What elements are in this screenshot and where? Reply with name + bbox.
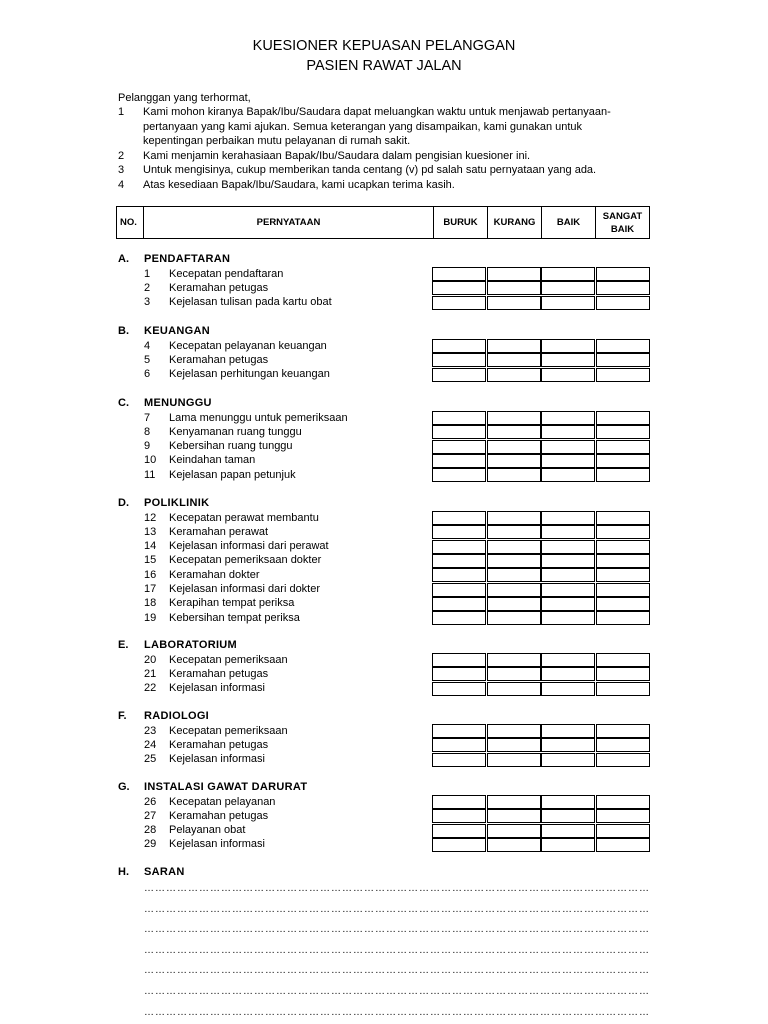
- title-line-2: PASIEN RAWAT JALAN: [306, 58, 462, 74]
- rating-baik-cell[interactable]: [541, 540, 595, 554]
- item-number: 17: [144, 583, 157, 595]
- item-number: 18: [144, 597, 157, 610]
- rating-buruk-cell[interactable]: [432, 554, 486, 568]
- saran-line[interactable]: …………………………………………………………………………………………………………………………: [144, 883, 650, 894]
- rating-kurang-cell[interactable]: [487, 738, 541, 752]
- rating-baik-cell[interactable]: [541, 611, 595, 625]
- item-number: 22: [144, 682, 157, 695]
- rating-kurang-cell[interactable]: [487, 468, 541, 482]
- rating-buruk-cell[interactable]: [432, 267, 486, 281]
- rating-sangat-baik-cell[interactable]: [596, 583, 650, 597]
- rating-sangat-baik-cell[interactable]: [596, 525, 650, 539]
- rating-buruk-cell[interactable]: [432, 824, 486, 838]
- rating-kurang-cell[interactable]: [487, 554, 541, 568]
- rating-baik-cell[interactable]: [541, 468, 595, 482]
- rating-kurang-cell[interactable]: [487, 511, 541, 525]
- rating-kurang-cell[interactable]: [487, 440, 541, 454]
- rating-kurang-cell[interactable]: [487, 824, 541, 838]
- rating-buruk-cell[interactable]: [432, 611, 486, 625]
- item-statement: Kecepatan pemeriksaan: [169, 653, 288, 666]
- intro-point-number: 1: [118, 106, 125, 118]
- item-number: 3: [144, 296, 151, 309]
- rating-sangat-baik-cell[interactable]: [596, 611, 650, 625]
- rating-sangat-baik-cell[interactable]: [596, 411, 650, 425]
- item-number: 11: [144, 468, 156, 481]
- section-letter: F.: [118, 710, 127, 722]
- rating-baik-cell[interactable]: [541, 454, 595, 468]
- rating-baik-cell[interactable]: [541, 368, 595, 382]
- rating-buruk-cell[interactable]: [432, 468, 486, 482]
- rating-sangat-baik-cell[interactable]: [596, 753, 650, 767]
- saran-line[interactable]: …………………………………………………………………………………………………………………………: [144, 903, 650, 915]
- rating-buruk-cell[interactable]: [432, 281, 486, 295]
- header-buruk: BURUK: [433, 207, 487, 238]
- rating-baik-cell[interactable]: [541, 583, 595, 597]
- rating-buruk-cell[interactable]: [432, 753, 486, 767]
- item-number: 16: [144, 568, 157, 581]
- rating-kurang-cell[interactable]: [487, 753, 541, 767]
- header-no: NO.: [120, 217, 137, 228]
- item-number: 21: [144, 667, 157, 680]
- rating-kurang-cell[interactable]: [487, 425, 541, 439]
- rating-sangat-baik-cell[interactable]: [596, 440, 650, 454]
- saran-line[interactable]: …………………………………………………………………………………………………………………………: [144, 1006, 650, 1018]
- item-statement: Kecepatan pelayanan keuangan: [169, 339, 327, 352]
- intro-point-line: pertanyaan yang kami ajukan. Semua keterangan yang disampaikan, kami gunakan untuk: [143, 120, 583, 133]
- item-statement: Kerapihan tempat periksa: [169, 597, 295, 610]
- section-letter: B.: [118, 325, 129, 337]
- section-title: MENUNGGU: [144, 397, 212, 409]
- rating-baik-cell[interactable]: [541, 353, 595, 367]
- rating-baik-cell[interactable]: [541, 724, 595, 738]
- section-title: RADIOLOGI: [144, 710, 210, 722]
- item-statement: Lama menunggu untuk pemeriksaan: [169, 411, 348, 424]
- item-statement: Kejelasan perhitungan keuangan: [169, 368, 330, 381]
- rating-sangat-baik-cell[interactable]: [596, 353, 650, 367]
- rating-buruk-cell[interactable]: [432, 568, 486, 582]
- rating-buruk-cell[interactable]: [432, 583, 486, 597]
- rating-buruk-cell[interactable]: [432, 682, 486, 696]
- rating-buruk-cell[interactable]: [432, 440, 486, 454]
- item-statement: Keramahan perawat: [169, 525, 269, 538]
- rating-kurang-cell[interactable]: [487, 597, 541, 611]
- rating-kurang-cell[interactable]: [487, 525, 541, 539]
- item-statement: Kejelasan informasi: [169, 753, 265, 766]
- intro-point-line: Untuk mengisinya, cukup memberikan tanda centang (v) pd salah satu pernyataan yang ada.: [143, 164, 597, 176]
- rating-sangat-baik-cell[interactable]: [596, 682, 650, 696]
- section-letter: C.: [118, 397, 129, 409]
- rating-kurang-cell[interactable]: [487, 281, 541, 295]
- rating-buruk-cell[interactable]: [432, 425, 486, 439]
- rating-kurang-cell[interactable]: [487, 296, 541, 310]
- rating-sangat-baik-cell[interactable]: [596, 795, 650, 809]
- rating-baik-cell[interactable]: [541, 525, 595, 539]
- rating-sangat-baik-cell[interactable]: [596, 425, 650, 439]
- header-statement: PERNYATAAN: [143, 207, 433, 238]
- rating-sangat-baik-cell[interactable]: [596, 738, 650, 752]
- saran-line[interactable]: …………………………………………………………………………………………………………………………: [144, 965, 650, 977]
- item-statement: Keindahan taman: [169, 454, 256, 467]
- section-title: LABORATORIUM: [144, 639, 238, 651]
- item-statement: Keramahan petugas: [169, 738, 269, 751]
- rating-kurang-cell[interactable]: [487, 368, 541, 382]
- item-number: 2: [144, 281, 151, 294]
- saran-line[interactable]: …………………………………………………………………………………………………………………………: [144, 986, 650, 997]
- rating-baik-cell[interactable]: [541, 281, 595, 295]
- rating-baik-cell[interactable]: [541, 824, 595, 838]
- rating-buruk-cell[interactable]: [432, 597, 486, 611]
- rating-sangat-baik-cell[interactable]: [596, 368, 650, 382]
- section-title: SARAN: [144, 866, 185, 878]
- rating-sangat-baik-cell[interactable]: [596, 653, 650, 667]
- rating-buruk-cell[interactable]: [432, 368, 486, 382]
- item-statement: Kebersihan tempat periksa: [169, 611, 300, 624]
- rating-buruk-cell[interactable]: [432, 296, 486, 310]
- item-number: 12: [144, 511, 157, 524]
- rating-baik-cell[interactable]: [541, 425, 595, 439]
- rating-buruk-cell[interactable]: [432, 525, 486, 539]
- rating-kurang-cell[interactable]: [487, 653, 541, 667]
- rating-sangat-baik-cell[interactable]: [596, 597, 650, 611]
- section-title: INSTALASI GAWAT DARURAT: [144, 781, 308, 793]
- rating-kurang-cell[interactable]: [487, 611, 541, 625]
- item-statement: Kebersihan ruang tunggu: [169, 440, 293, 453]
- intro-point-line: Atas kesediaan Bapak/Ibu/Saudara, kami ucapkan terima kasih.: [143, 178, 455, 191]
- rating-buruk-cell[interactable]: [432, 738, 486, 752]
- item-statement: Keramahan petugas: [169, 667, 269, 680]
- intro-point-number: 4: [118, 178, 125, 191]
- rating-buruk-cell[interactable]: [432, 411, 486, 425]
- rating-kurang-cell[interactable]: [487, 568, 541, 582]
- item-number: 19: [144, 611, 157, 624]
- rating-sangat-baik-cell[interactable]: [596, 568, 650, 582]
- greeting: Pelanggan yang terhormat,: [118, 92, 251, 104]
- intro-point-number: 2: [118, 149, 125, 162]
- rating-sangat-baik-cell[interactable]: [596, 667, 650, 681]
- section-title: POLIKLINIK: [144, 497, 210, 509]
- item-statement: Kejelasan informasi: [169, 838, 265, 851]
- rating-kurang-cell[interactable]: [487, 809, 541, 823]
- header-baik: BAIK: [541, 207, 595, 238]
- item-number: 25: [144, 753, 157, 766]
- rating-kurang-cell[interactable]: [487, 454, 541, 468]
- rating-baik-cell[interactable]: [541, 738, 595, 752]
- rating-sangat-baik-cell[interactable]: [596, 824, 650, 838]
- rating-baik-cell[interactable]: [541, 554, 595, 568]
- item-number: 6: [144, 368, 151, 381]
- item-number: 5: [144, 353, 151, 366]
- rating-baik-cell[interactable]: [541, 653, 595, 667]
- item-number: 26: [144, 795, 157, 808]
- item-statement: Keramahan petugas: [169, 809, 269, 822]
- header-sangat-baik: [595, 207, 649, 238]
- rating-kurang-cell[interactable]: [487, 795, 541, 809]
- section-letter: H.: [118, 866, 129, 878]
- item-number: 9: [144, 440, 151, 453]
- rating-baik-cell[interactable]: [541, 568, 595, 582]
- rating-sangat-baik-cell[interactable]: [596, 554, 650, 568]
- rating-kurang-cell[interactable]: [487, 339, 541, 353]
- item-number: 15: [144, 554, 157, 567]
- item-number: 20: [144, 653, 157, 666]
- rating-sangat-baik-cell[interactable]: [596, 838, 650, 852]
- item-statement: Pelayanan obat: [169, 824, 246, 837]
- header-sangat: SANGAT: [602, 210, 643, 222]
- rating-buruk-cell[interactable]: [432, 795, 486, 809]
- item-number: 10: [144, 454, 157, 467]
- item-statement: Keramahan petugas: [169, 281, 269, 294]
- rating-buruk-cell[interactable]: [432, 339, 486, 353]
- rating-kurang-cell[interactable]: [487, 682, 541, 696]
- item-statement: Kecepatan pelayanan: [169, 795, 276, 808]
- rating-kurang-cell[interactable]: [487, 838, 541, 852]
- item-statement: Kecepatan pemeriksaan: [169, 724, 288, 737]
- item-statement: Kecepatan pendaftaran: [169, 267, 284, 280]
- rating-buruk-cell[interactable]: [432, 838, 486, 852]
- rating-baik-cell[interactable]: [541, 682, 595, 696]
- title-line-1: KUESIONER KEPUASAN PELANGGAN: [252, 38, 516, 54]
- item-statement: Keramahan dokter: [169, 568, 260, 581]
- rating-kurang-cell[interactable]: [487, 411, 541, 425]
- rating-baik-cell[interactable]: [541, 267, 595, 281]
- item-statement: Kejelasan papan petunjuk: [169, 468, 296, 481]
- rating-baik-cell[interactable]: [541, 511, 595, 525]
- intro-point-number: 3: [118, 164, 125, 176]
- rating-baik-cell[interactable]: [541, 809, 595, 823]
- section-letter: E.: [118, 639, 129, 651]
- item-number: 29: [144, 838, 157, 851]
- rating-sangat-baik-cell[interactable]: [596, 454, 650, 468]
- rating-buruk-cell[interactable]: [432, 724, 486, 738]
- rating-sangat-baik-cell[interactable]: [596, 511, 650, 525]
- rating-sangat-baik-cell[interactable]: [596, 809, 650, 823]
- item-statement: Kenyamanan ruang tunggu: [169, 425, 302, 438]
- rating-sangat-baik-cell[interactable]: [596, 468, 650, 482]
- item-number: 1: [144, 267, 151, 280]
- rating-kurang-cell[interactable]: [487, 540, 541, 554]
- rating-baik-cell[interactable]: [541, 795, 595, 809]
- rating-buruk-cell[interactable]: [432, 540, 486, 554]
- rating-baik-cell[interactable]: [541, 296, 595, 310]
- rating-sangat-baik-cell[interactable]: [596, 540, 650, 554]
- item-statement: Keramahan petugas: [169, 353, 269, 366]
- table-header: [116, 206, 650, 239]
- section-letter: D.: [118, 497, 129, 509]
- rating-buruk-cell[interactable]: [432, 667, 486, 681]
- section-title: KEUANGAN: [144, 325, 210, 337]
- rating-baik-cell[interactable]: [541, 838, 595, 852]
- saran-line[interactable]: …………………………………………………………………………………………………………………………: [144, 944, 650, 956]
- rating-buruk-cell[interactable]: [432, 454, 486, 468]
- saran-line[interactable]: …………………………………………………………………………………………………………………………: [144, 924, 650, 936]
- rating-buruk-cell[interactable]: [432, 653, 486, 667]
- intro-point-line: kepentingan perbaikan mutu pelayanan di rumah sakit.: [143, 135, 411, 147]
- header-baik-2: BAIK: [610, 223, 635, 235]
- rating-buruk-cell[interactable]: [432, 353, 486, 367]
- rating-baik-cell[interactable]: [541, 597, 595, 611]
- rating-buruk-cell[interactable]: [432, 809, 486, 823]
- item-number: 27: [144, 809, 157, 822]
- rating-sangat-baik-cell[interactable]: [596, 339, 650, 353]
- rating-sangat-baik-cell[interactable]: [596, 281, 650, 295]
- item-statement: Kecepatan pemeriksaan dokter: [169, 554, 322, 567]
- rating-baik-cell[interactable]: [541, 411, 595, 425]
- section-letter: G.: [118, 781, 130, 793]
- rating-kurang-cell[interactable]: [487, 583, 541, 597]
- rating-baik-cell[interactable]: [541, 339, 595, 353]
- item-statement: Kejelasan informasi dari dokter: [169, 583, 321, 595]
- item-statement: Kejelasan informasi: [169, 682, 265, 695]
- item-statement: Kejelasan tulisan pada kartu obat: [169, 296, 332, 309]
- intro-point-line: Kami mohon kiranya Bapak/Ibu/Saudara dapat meluangkan waktu untuk menjawab pertanyaan-: [143, 106, 611, 118]
- rating-sangat-baik-cell[interactable]: [596, 267, 650, 281]
- rating-kurang-cell[interactable]: [487, 667, 541, 681]
- rating-sangat-baik-cell[interactable]: [596, 724, 650, 738]
- item-number: 8: [144, 425, 151, 438]
- item-number: 7: [144, 411, 151, 424]
- rating-sangat-baik-cell[interactable]: [596, 296, 650, 310]
- item-number: 23: [144, 724, 157, 737]
- item-statement: Kecepatan perawat membantu: [169, 511, 319, 524]
- item-number: 24: [144, 738, 157, 751]
- item-number: 28: [144, 824, 157, 837]
- item-number: 14: [144, 540, 157, 553]
- rating-kurang-cell[interactable]: [487, 267, 541, 281]
- rating-kurang-cell[interactable]: [487, 353, 541, 367]
- rating-baik-cell[interactable]: [541, 440, 595, 454]
- rating-baik-cell[interactable]: [541, 667, 595, 681]
- rating-buruk-cell[interactable]: [432, 511, 486, 525]
- intro-point-line: Kami menjamin kerahasiaan Bapak/Ibu/Saudara dalam pengisian kuesioner ini.: [143, 149, 531, 162]
- section-letter: A.: [118, 253, 129, 265]
- item-statement: Kejelasan informasi dari perawat: [169, 540, 329, 553]
- section-title: PENDAFTARAN: [144, 253, 231, 265]
- item-number: 4: [144, 339, 151, 352]
- rating-baik-cell[interactable]: [541, 753, 595, 767]
- rating-kurang-cell[interactable]: [487, 724, 541, 738]
- header-kurang: KURANG: [487, 207, 541, 238]
- item-number: 13: [144, 525, 157, 538]
